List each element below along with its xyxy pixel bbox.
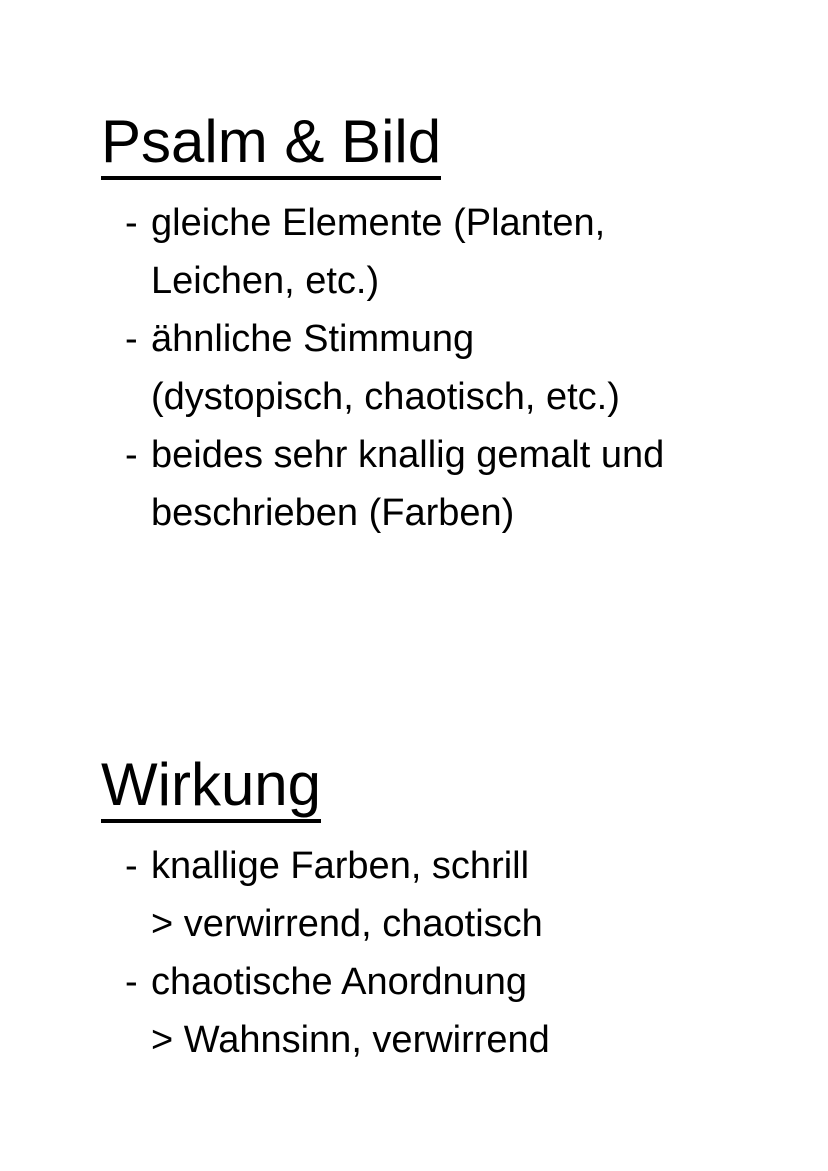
bullet-item: [125, 837, 801, 953]
section-heading: Psalm & Bild: [101, 110, 441, 180]
bullet-dash: -: [125, 434, 138, 476]
bullet-list: [101, 194, 801, 542]
bullet-text: chaotische Anordnung: [151, 961, 528, 1003]
section-psalm-bild: [101, 110, 801, 542]
bullet-item: [125, 426, 801, 542]
bullet-item: [125, 194, 801, 310]
bullet-text: beides sehr knallig gemalt und: [151, 434, 665, 476]
bullet-list: [101, 837, 801, 1069]
bullet-text-continuation: Leichen, etc.): [151, 260, 380, 302]
bullet-item: [125, 953, 801, 1069]
bullet-text-continuation: beschrieben (Farben): [151, 492, 515, 534]
bullet-text-continuation: (dystopisch, chaotisch, etc.): [151, 376, 620, 418]
bullet-text-continuation: > verwirrend, chaotisch: [151, 903, 543, 945]
bullet-text: knallige Farben, schrill: [151, 845, 530, 887]
bullet-text: gleiche Elemente (Planten,: [151, 202, 606, 244]
bullet-item: [125, 310, 801, 426]
bullet-dash: -: [125, 845, 138, 887]
bullet-text-continuation: > Wahnsinn, verwirrend: [151, 1019, 550, 1061]
bullet-dash: -: [125, 318, 138, 360]
section-heading: Wirkung: [101, 753, 321, 823]
bullet-dash: -: [125, 961, 138, 1003]
section-wirkung: [101, 753, 801, 1069]
bullet-dash: -: [125, 202, 138, 244]
bullet-text: ähnliche Stimmung: [151, 318, 475, 360]
